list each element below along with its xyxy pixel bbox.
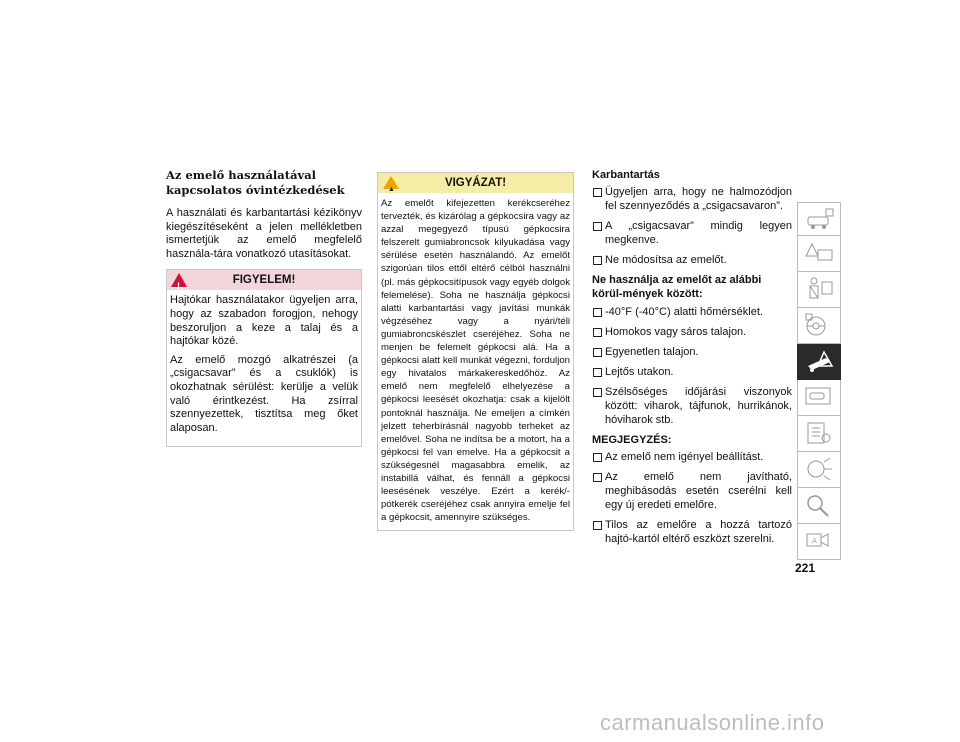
tab-index[interactable] [797, 488, 841, 524]
section-title: Az emelő használatával kapcsolatos óvintézkedések [166, 168, 345, 197]
steering-wheel-icon [804, 312, 836, 338]
safety-warning-icon [804, 240, 836, 266]
intro-paragraph: A használati és karbantartási kézikönyv kiegészítéseként a jelen mellékletben ismertetjük az emelő megfelelő használa-tára vonatkozó utasításokat. [166, 207, 362, 260]
index-search-icon [804, 492, 836, 518]
tab-language[interactable] [797, 524, 841, 560]
tab-service[interactable] [797, 380, 841, 416]
tab-seatbelt[interactable] [797, 272, 841, 308]
roadside-emergency-icon [804, 348, 836, 374]
warning-box [166, 269, 362, 447]
language-icon [804, 528, 836, 554]
seatbelt-icon [804, 276, 836, 302]
note-list [592, 450, 792, 546]
list-item: Szélsőséges időjárási viszonyok között: viharok, tájfunok, hurrikánok, hóviharok stb. [592, 385, 792, 427]
middle-column [377, 172, 574, 531]
list-item: Homokos vagy sáros talajon. [592, 325, 792, 339]
list-item: Ügyeljen arra, hogy ne halmozódjon fel szennyeződés a „csigacsavaron”. [592, 185, 792, 213]
conditions-heading: Ne használja az emelőt az alábbi körül-mények között: [592, 274, 762, 300]
tab-multimedia[interactable] [797, 452, 841, 488]
specifications-list-icon [804, 420, 836, 446]
left-column [166, 168, 362, 447]
caution-triangle-icon: ▲ [383, 176, 399, 189]
watermark: carmanualsonline.info [600, 710, 825, 735]
note-heading: MEGJEGYZÉS: [592, 434, 672, 446]
tab-car-info[interactable] [797, 202, 841, 236]
right-column [592, 168, 792, 552]
caution-heading: VIGYÁZAT! [444, 177, 507, 189]
service-car-icon [804, 384, 836, 410]
list-item: A „csigacsavar” mindig legyen megkenve. [592, 219, 792, 247]
tab-steering[interactable] [797, 308, 841, 344]
list-item: -40°F (-40°C) alatti hőmérséklet. [592, 305, 792, 319]
maintenance-heading: Karbantartás [592, 169, 660, 181]
multimedia-icon [804, 456, 836, 482]
list-item: Ne módosítsa az emelőt. [592, 253, 792, 267]
tab-roadside-emergency[interactable] [797, 344, 841, 380]
warning-heading: FIGYELEM! [232, 274, 296, 287]
tab-specifications[interactable] [797, 416, 841, 452]
warning-triangle-icon: ! [171, 273, 187, 287]
svg-text:A: A [812, 537, 817, 545]
car-info-icon [804, 207, 836, 233]
list-item: Tilos az emelőre a hozzá tartozó hajtó-kartól eltérő eszközt szerelni. [592, 518, 792, 546]
warning-paragraph: Az emelő mozgó alkatrészei (a „csigacsavar” és a csuklók) is okozhatnak sérülést: kerülje a velük való érintkezést. Ha zsírral szennyezettek, tisztítsa meg őket alaposan. [170, 353, 358, 434]
maintenance-list [592, 185, 792, 267]
warning-paragraph: Hajtókar használatakor ügyeljen arra, hogy az szabadon forogjon, nehogy beszoruljon a keze a talaj és a hajtókar közé. [170, 294, 358, 348]
list-item: Az emelő nem igényel beállítást. [592, 450, 792, 464]
warning-box-header [167, 270, 361, 290]
caution-paragraph: Az emelőt kifejezetten kerékcseréhez tervezték, és kizárólag a gépkocsira vagy az azzal megegyező típusú gépkocsira felszerelt gumiabroncsok kilyukadása vagy sérülése esetén használandó. Az emelőt szigorúan tilos ettől eltérő célból használni (pl. más gépkocsitípusok vagy egyéb dolgok felemelése). Soha ne használja gépkocsi alatti karbantartási vagy javítási munkák végzéséhez vagy a nyári/téli gumiabroncskészlet cseréjéhez. Soha ne menjen be felemelt gépkocsi alá. Ha a gépkocsi alatt kell munkát végezni, forduljon egy hivatalos márkakereskedőhöz. Az emelő nem megfelelő elhelyezése a gépkocsi leesését okozhatja: csak a kijelölt pontoknál használja. Ne emeljen a címkén jelzett teherbírásnál nagyobb terheket az emelővel. Soha ne indítsa be a motort, ha a gépkocsi fel van emelve. Ha a gépkocsit a szükségesnél magasabbra emelik, az instabillá válhat, és fennáll a gépkocsi leesésének veszélye. Ezért a kerék/-pótkerék cseréjéhez csak annyira emelje fel a gépkocsit, amennyire szükséges. [381, 198, 570, 524]
tab-safety[interactable] [797, 236, 841, 272]
conditions-list [592, 305, 792, 427]
caution-box-header [378, 173, 573, 193]
page-number: 221 [795, 561, 816, 575]
caution-box [377, 172, 574, 531]
list-item: Lejtős utakon. [592, 365, 792, 379]
list-item: Egyenetlen talajon. [592, 345, 792, 359]
list-item: Az emelő nem javítható, meghibásodás esetén cserélni kell egy új eredeti emelőre. [592, 470, 792, 512]
